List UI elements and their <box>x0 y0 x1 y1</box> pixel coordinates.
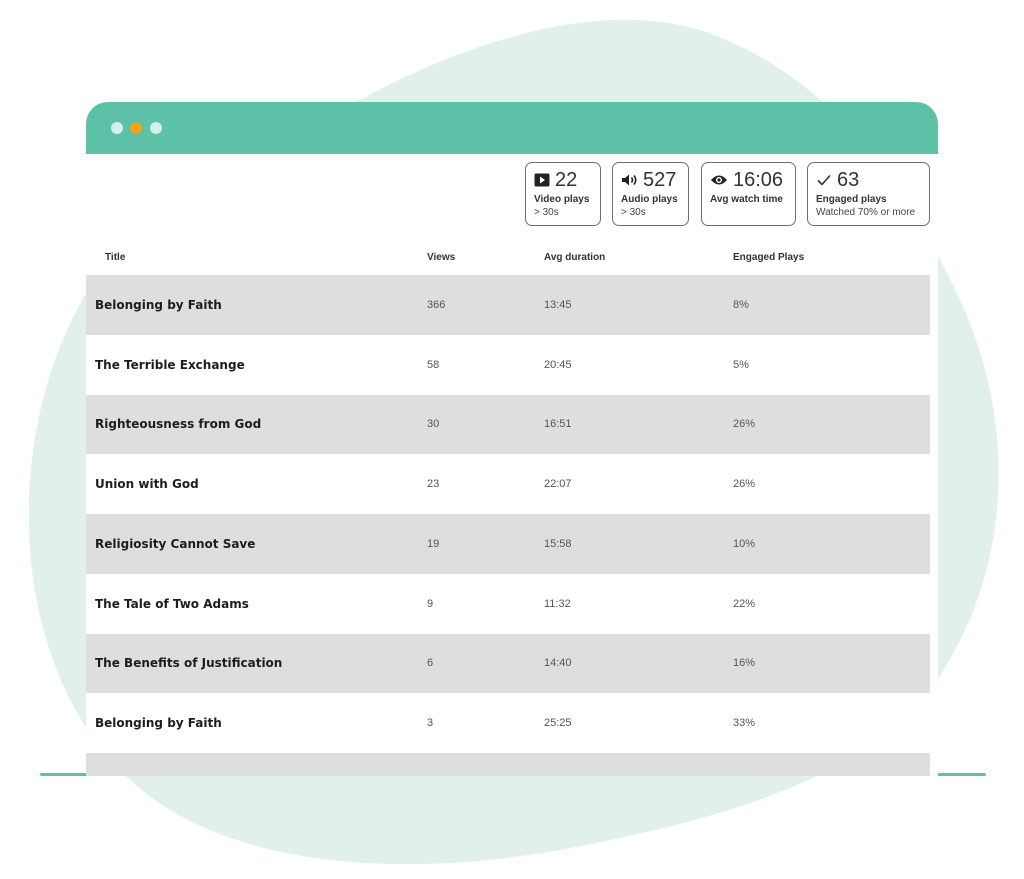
stat-video-plays <box>525 162 601 226</box>
row-engaged-plays: 22% <box>733 597 756 610</box>
row-engaged-plays: 16% <box>733 657 756 670</box>
table-row[interactable] <box>86 335 930 395</box>
avg-watch-time-value: 16:06 <box>733 169 784 191</box>
row-views: 58 <box>427 358 440 371</box>
video-plays-value: 22 <box>555 169 578 191</box>
row-title: Righteousness from God <box>95 417 262 432</box>
avg-watch-time-label: Avg watch time <box>710 194 783 205</box>
stats-bar <box>86 162 938 230</box>
row-avg-duration: 13:45 <box>544 298 572 311</box>
row-title: Belonging by Faith <box>95 716 222 731</box>
window-dot-3[interactable] <box>150 122 162 134</box>
column-header-avg-duration[interactable]: Avg duration <box>544 252 606 263</box>
table-row[interactable] <box>86 275 930 335</box>
audio-plays-value: 527 <box>643 169 677 191</box>
engaged-plays-value: 63 <box>837 169 860 191</box>
row-engaged-plays: 26% <box>733 418 756 431</box>
row-views: 366 <box>427 298 446 311</box>
window-dot-1[interactable] <box>111 122 123 134</box>
row-title: Religiosity Cannot Save <box>95 536 256 551</box>
row-title: The Terrible Exchange <box>95 357 245 372</box>
row-engaged-plays: 10% <box>733 537 756 550</box>
table-row[interactable] <box>86 574 930 634</box>
row-avg-duration: 22:07 <box>544 478 572 491</box>
row-engaged-plays: 26% <box>733 478 756 491</box>
stat-audio-plays <box>612 162 689 226</box>
row-views: 6 <box>427 657 434 670</box>
video-play-icon <box>534 173 550 187</box>
row-views: 19 <box>427 537 440 550</box>
engaged-plays-label: Engaged plays <box>816 194 887 205</box>
row-title: Union with God <box>95 477 199 492</box>
table-body <box>86 275 930 776</box>
eye-icon <box>710 174 728 186</box>
audio-plays-label: Audio plays <box>621 194 678 205</box>
row-title: The Tale of Two Adams <box>95 596 249 611</box>
column-header-title[interactable]: Title <box>105 252 126 263</box>
column-header-views[interactable]: Views <box>427 252 456 263</box>
row-views: 9 <box>427 597 434 610</box>
row-avg-duration: 15:58 <box>544 537 572 550</box>
table-row[interactable] <box>86 395 930 455</box>
table-row[interactable] <box>86 693 930 753</box>
row-title: Belonging by Faith <box>95 297 222 312</box>
row-engaged-plays: 8% <box>733 298 749 311</box>
checkmark-icon <box>816 173 832 187</box>
table-row[interactable] <box>86 634 930 694</box>
speaker-icon <box>621 173 638 187</box>
table-row[interactable] <box>86 454 930 514</box>
row-avg-duration: 14:40 <box>544 657 572 670</box>
row-avg-duration: 20:45 <box>544 358 572 371</box>
row-engaged-plays: 33% <box>733 717 756 730</box>
row-views: 30 <box>427 418 440 431</box>
row-views: 3 <box>427 717 434 730</box>
row-avg-duration: 16:51 <box>544 418 572 431</box>
window-titlebar <box>86 102 938 154</box>
window-dot-2[interactable] <box>130 122 142 134</box>
engaged-plays-sub: Watched 70% or more <box>816 207 916 218</box>
table-row[interactable] <box>86 514 930 574</box>
row-avg-duration: 25:25 <box>544 717 572 730</box>
row-title: The Benefits of Justification <box>95 656 283 671</box>
video-plays-sub: > 30s <box>534 207 559 218</box>
stat-engaged-plays <box>807 162 930 226</box>
video-plays-label: Video plays <box>534 194 590 205</box>
row-engaged-plays: 5% <box>733 358 749 371</box>
row-avg-duration: 11:32 <box>544 597 571 610</box>
audio-plays-sub: > 30s <box>621 207 646 218</box>
app-window <box>86 102 938 776</box>
column-header-engaged-plays[interactable]: Engaged Plays <box>733 252 805 263</box>
table-header <box>86 252 930 274</box>
row-views: 23 <box>427 478 440 491</box>
stat-avg-watch-time <box>701 162 796 226</box>
table-row[interactable] <box>86 753 930 776</box>
